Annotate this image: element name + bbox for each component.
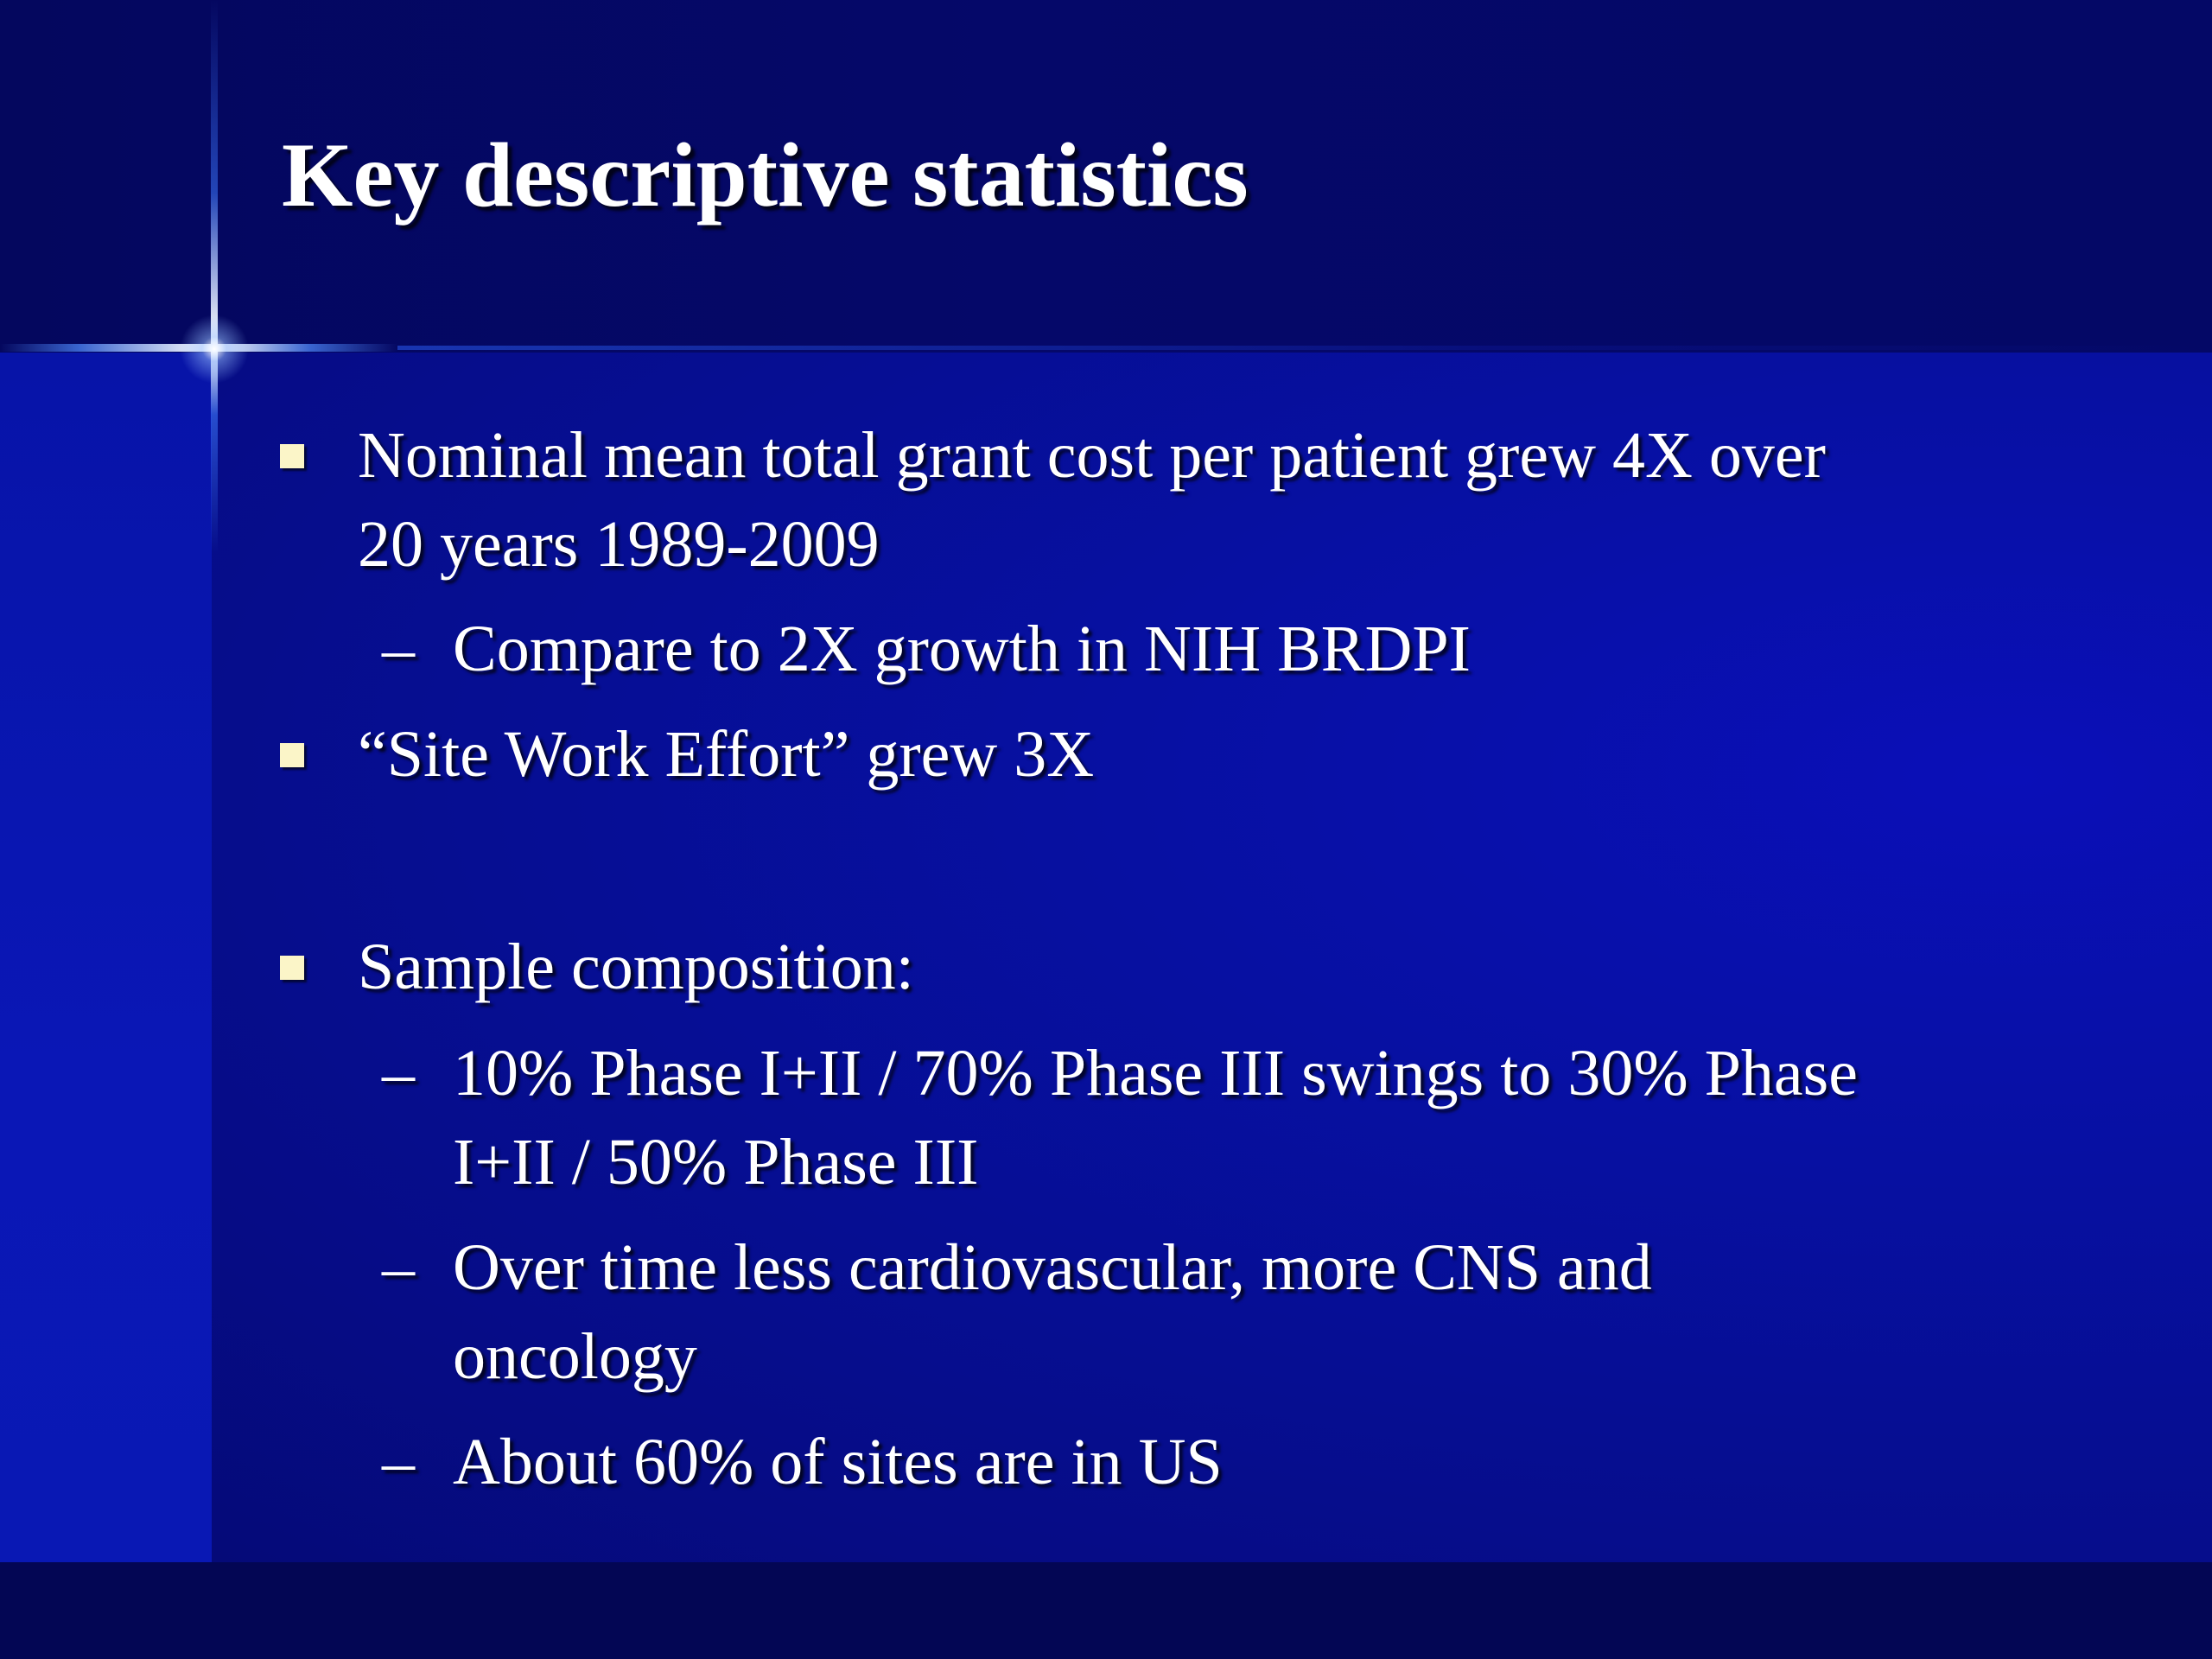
bullet-1-sub-1-line-1: Compare to 2X growth in NIH BRDPI [453,613,1471,685]
bullet-1-line-1: Nominal mean total grant cost per patient grew 4X over [358,419,1826,492]
sub-bullet-dash: – [382,613,415,685]
sparkle-star-icon [180,315,249,384]
bullet-2-line-1: “Site Work Effort” grew 3X [358,718,1095,791]
bullet-square-icon [280,743,304,767]
bottom-band [0,1562,2212,1659]
bullet-square-icon [280,956,304,980]
sub-bullet-dash: – [382,1231,415,1304]
divider-line [397,346,2212,350]
sparkle-vertical [211,0,218,553]
bullet-3-sub-1-line-2: I+II / 50% Phase III [453,1126,979,1198]
slide-title: Key descriptive statistics [282,124,1249,226]
sub-bullet-dash: – [382,1426,415,1498]
bullet-3-sub-3-line-1: About 60% of sites are in US [453,1426,1223,1498]
bullet-3-sub-2-line-1: Over time less cardiovascular, more CNS and [453,1231,1652,1304]
left-strip [0,353,212,1562]
bullet-3-line-1: Sample composition: [358,931,914,1003]
bullet-3-sub-1-line-1: 10% Phase I+II / 70% Phase III swings to 30% Phase [453,1037,1858,1109]
bullet-1-line-2: 20 years 1989-2009 [358,508,880,581]
bullet-square-icon [280,444,304,468]
sub-bullet-dash: – [382,1037,415,1109]
bullet-3-sub-2-line-2: oncology [453,1320,697,1393]
